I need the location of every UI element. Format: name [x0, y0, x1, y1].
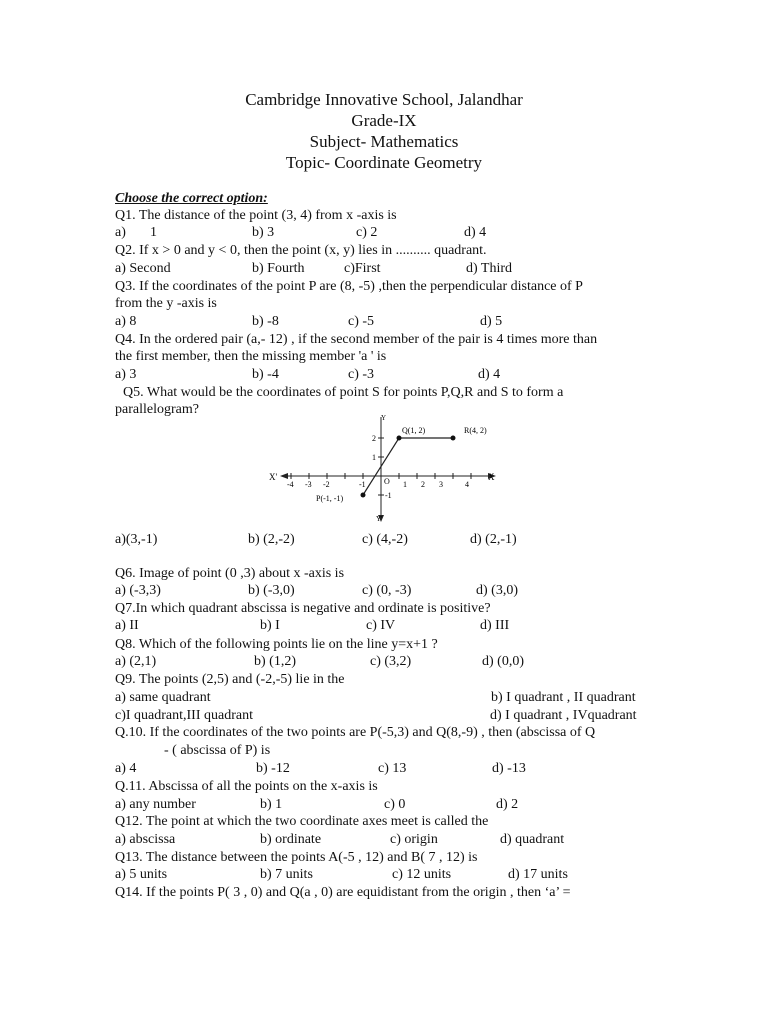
q7-option-b: b) I [260, 618, 280, 633]
y-neg-axis-label: Y' [376, 515, 383, 523]
q6-option-c: c) (0, -3) [362, 583, 412, 598]
point-p-marker [361, 493, 366, 498]
tick-x-neg4: -4 [287, 480, 294, 489]
point-q-marker [397, 436, 402, 441]
question-13: Q13. The distance between the points A(-5 , 12) and B( 7 , 12) is [115, 850, 478, 865]
question-5-line-1: Q5. What would be the coordinates of point S for points P,Q,R and S to form a [123, 385, 564, 400]
q5-option-c: c) (4,-2) [362, 532, 408, 547]
q5-option-d: d) (2,-1) [470, 532, 517, 547]
tick-y-neg1: -1 [385, 491, 392, 500]
tick-y-1: 1 [372, 453, 376, 462]
q8-option-c: c) (3,2) [370, 654, 412, 669]
q10-option-d: d) -13 [492, 761, 526, 776]
tick-x-2: 2 [421, 480, 425, 489]
q7-option-d: d) III [480, 618, 510, 633]
point-r-marker [451, 436, 456, 441]
tick-x-3: 3 [439, 480, 443, 489]
question-5-line-2: parallelogram? [115, 402, 199, 417]
q12-option-b: b) ordinate [260, 832, 322, 847]
q6-option-b: b) (-3,0) [248, 583, 295, 598]
x-axis-label: X [488, 472, 495, 482]
q9-option-a: a) same quadrant [115, 690, 211, 705]
q4-option-a: a) 3 [115, 367, 137, 382]
instruction: Choose the correct option: [115, 191, 268, 206]
q3-option-c: c) -5 [348, 314, 375, 329]
q4-option-c: c) -3 [348, 367, 375, 382]
point-p-label: P(-1, -1) [316, 494, 344, 503]
school-name: Cambridge Innovative School, Jalandhar [245, 90, 523, 109]
q5-option-a: a)(3,-1) [115, 532, 158, 547]
question-4-line-2: the first member, then the missing member 'a ' is [115, 349, 387, 364]
tick-x-1: 1 [403, 480, 407, 489]
q11-option-b: b) 1 [260, 797, 283, 812]
q1-option-d: d) 4 [464, 225, 487, 240]
q4-option-b: b) -4 [252, 367, 279, 382]
tick-x-neg2: -2 [323, 480, 330, 489]
q13-option-b: b) 7 units [260, 867, 313, 882]
origin-label: O [384, 477, 390, 486]
q9-option-c: c)I quadrant,III quadrant [115, 708, 253, 723]
q1-option-b: b) 3 [252, 225, 275, 240]
q10-option-b: b) -12 [256, 761, 290, 776]
x-axis-arrow-left [280, 473, 288, 479]
q7-option-a: a) II [115, 618, 139, 633]
q13-option-a: a) 5 units [115, 867, 168, 882]
q7-option-c: c) IV [366, 618, 396, 633]
q10-option-c: c) 13 [378, 761, 407, 776]
q3-option-a: a) 8 [115, 314, 137, 329]
q1-option-c: c) 2 [356, 225, 378, 240]
question-11: Q.11. Abscissa of all the points on the x-axis is [115, 779, 378, 794]
tick-x-neg1: -1 [359, 480, 366, 489]
question-8: Q8. Which of the following points lie on the line y=x+1 ? [115, 637, 438, 652]
q13-option-c: c) 12 units [392, 867, 452, 882]
tick-y-2: 2 [372, 434, 376, 443]
q1-option-a-label: a) [115, 225, 126, 240]
q2-option-d: d) Third [466, 261, 513, 276]
x-neg-axis-label: X' [269, 472, 278, 482]
q1-option-a-value: 1 [150, 225, 157, 240]
question-10-line-1: Q.10. If the coordinates of the two points are P(-5,3) and Q(8,-9) , then (abscissa of Q [115, 725, 596, 740]
question-14: Q14. If the points P( 3 , 0) and Q(a , 0) are equidistant from the origin , then ‘a’ = [115, 885, 571, 900]
q11-option-c: c) 0 [384, 797, 406, 812]
q3-option-d: d) 5 [480, 314, 503, 329]
question-6: Q6. Image of point (0 ,3) about x -axis is [115, 566, 345, 581]
grade: Grade-IX [351, 111, 417, 130]
q3-option-b: b) -8 [252, 314, 279, 329]
question-7: Q7.In which quadrant abscissa is negative and ordinate is positive? [115, 601, 491, 616]
question-3-line-2: from the y -axis is [115, 296, 217, 311]
q9-option-d: d) I quadrant , IVquadrant [490, 708, 637, 723]
tick-x-4: 4 [465, 480, 469, 489]
question-3-line-1: Q3. If the coordinates of the point P are (8, -5) ,then the perpendicular distance of P [115, 279, 583, 294]
question-12: Q12. The point at which the two coordinate axes meet is called the [115, 814, 489, 829]
question-2: Q2. If x > 0 and y < 0, then the point (x, y) lies in .......... quadrant. [115, 243, 487, 258]
coordinate-graph [262, 413, 502, 525]
q8-option-d: d) (0,0) [482, 654, 524, 669]
q10-option-a: a) 4 [115, 761, 137, 776]
q11-option-d: d) 2 [496, 797, 519, 812]
q6-option-d: d) (3,0) [476, 583, 518, 598]
question-9: Q9. The points (2,5) and (-2,-5) lie in the [115, 672, 345, 687]
topic: Topic- Coordinate Geometry [285, 153, 483, 172]
q8-option-b: b) (1,2) [254, 654, 296, 669]
q11-option-a: a) any number [115, 797, 196, 812]
question-1: Q1. The distance of the point (3, 4) from x -axis is [115, 208, 397, 223]
q12-option-a: a) abscissa [115, 832, 176, 847]
q5-option-b: b) (2,-2) [248, 532, 295, 547]
q6-option-a: a) (-3,3) [115, 583, 161, 598]
q2-option-a: a) Second [115, 261, 171, 276]
q12-option-d: d) quadrant [500, 832, 565, 847]
q8-option-a: a) (2,1) [115, 654, 157, 669]
q13-option-d: d) 17 units [508, 867, 568, 882]
q9-option-b: b) I quadrant , II quadrant [491, 690, 636, 705]
question-4-line-1: Q4. In the ordered pair (a,- 12) , if the second member of the pair is 4 times more than [115, 332, 598, 347]
q2-option-b: b) Fourth [252, 261, 305, 276]
question-10-line-2: - ( abscissa of P) is [164, 743, 271, 758]
q4-option-d: d) 4 [478, 367, 501, 382]
q2-option-c: c)First [344, 261, 381, 276]
y-axis-label: Y [381, 414, 387, 422]
tick-x-neg3: -3 [305, 480, 312, 489]
subject: Subject- Mathematics [309, 132, 459, 151]
q12-option-c: c) origin [390, 832, 438, 847]
point-r-label: R(4, 2) [464, 426, 487, 435]
point-q-label: Q(1, 2) [402, 426, 426, 435]
